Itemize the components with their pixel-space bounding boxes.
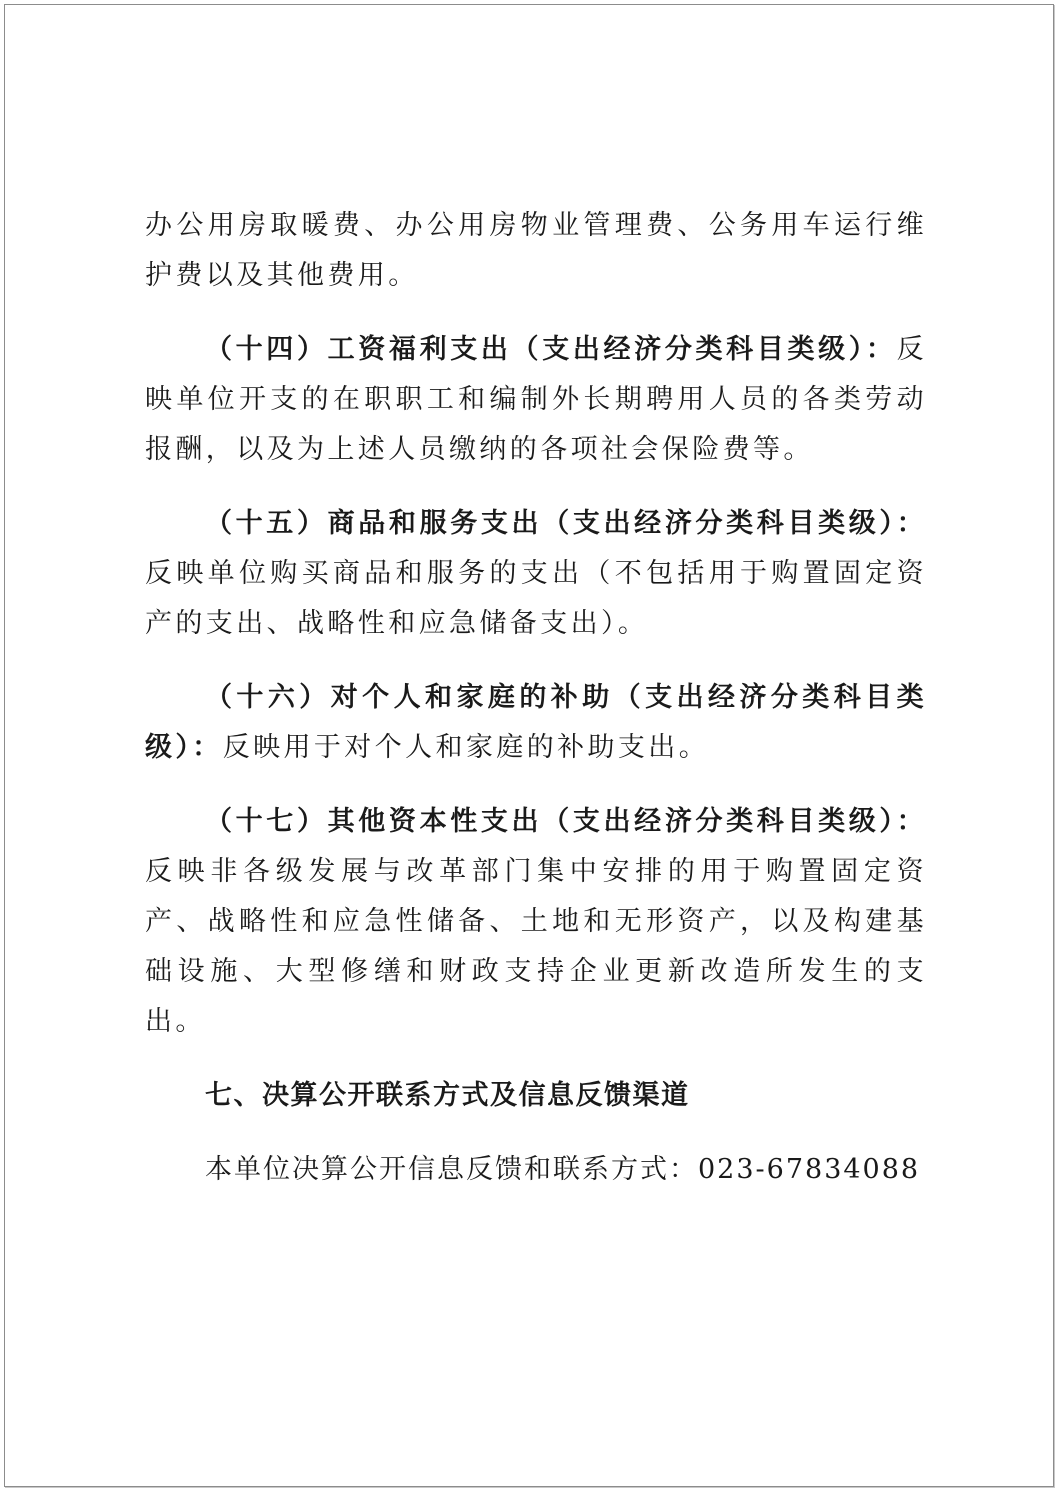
- paragraph-item-15: [145, 499, 927, 649]
- paragraph-item-16: [145, 673, 927, 773]
- paragraph-item-17: [145, 797, 927, 1047]
- paragraph-text: 办公用房取暖费、办公用房物业管理费、公务用车运行维护费以及其他费用。: [145, 210, 927, 291]
- item-text: 反映非各级发展与改革部门集中安排的用于购置固定资产、战略性和应急性储备、土地和无形资产，以及构建基础设施、大型修缮和财政支持企业更新改造所发生的支出。: [145, 856, 927, 1037]
- item-text: 反映单位购买商品和服务的支出（不包括用于购置固定资产的支出、战略性和应急储备支出）。: [145, 558, 927, 639]
- contact-label: 本单位决算公开信息反馈和联系方式：: [205, 1154, 698, 1185]
- item-heading: （十五）商品和服务支出（支出经济分类科目类级）：: [205, 508, 927, 539]
- paragraph-gap: [145, 301, 927, 325]
- item-heading: （十四）工资福利支出（支出经济分类科目类级）：: [205, 334, 897, 365]
- paragraph-gap: [145, 475, 927, 499]
- paragraph-gap: [145, 773, 927, 797]
- item-heading: （十七）其他资本性支出（支出经济分类科目类级）：: [205, 806, 927, 837]
- paragraph-gap: [145, 1121, 927, 1145]
- document-body: [145, 201, 927, 1195]
- paragraph-continued: [145, 201, 927, 301]
- item-text: 反映单位开支的在职职工和编制外长期聘用人员的各类劳动报酬，以及为上述人员缴纳的各项社会保险费等。: [145, 334, 927, 465]
- contact-line: [145, 1145, 927, 1195]
- paragraph-item-14: [145, 325, 927, 475]
- paragraph-gap: [145, 1047, 927, 1071]
- item-text: 反映用于对个人和家庭的补助支出。: [222, 732, 710, 763]
- contact-phone: 023-67834088: [698, 1154, 921, 1185]
- paragraph-gap: [145, 649, 927, 673]
- document-page: [4, 4, 1054, 1487]
- section-title: 七、决算公开联系方式及信息反馈渠道: [205, 1080, 690, 1111]
- item-heading: （十六）对个人和家庭的补助（支出经济分类科目类级）：: [145, 682, 927, 763]
